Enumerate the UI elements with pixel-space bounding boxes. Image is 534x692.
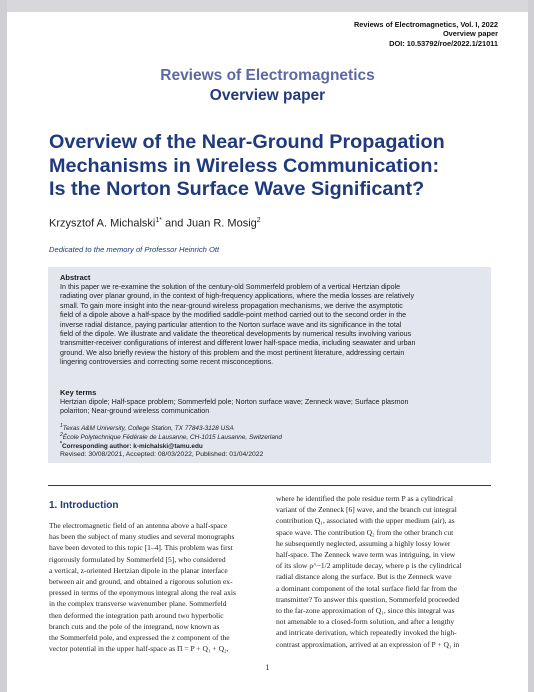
body-line: in the complex transverse wavenumber plane. Sommerfeld	[49, 599, 227, 609]
title-line: Mechanisms in Wireless Communication:	[49, 154, 440, 177]
journal-banner	[7, 66, 528, 106]
abstract-line: transmitter-receiver configurations of interest and different lower half-space media, including seawater and urban	[60, 339, 416, 348]
author-list	[49, 214, 261, 231]
body-line: half-space. The Zenneck wave term was intriguing, in view	[276, 550, 456, 560]
body-line: he subsequently neglected, assuming a highly lossy lower	[276, 538, 451, 548]
body-line: a dominant component of the total surface field far from the	[276, 583, 458, 593]
body-line: radial distance along the surface. But is the Zenneck wave	[276, 572, 452, 582]
author-connector: and	[161, 217, 187, 230]
abstract-line: field of the dipole. We illustrate and validate the theoretical developments by numerical results involving various	[60, 330, 412, 339]
viewer-frame-right	[528, 0, 534, 692]
abstract-line: radiating over planar ground, in the context of high-frequency applications, where the media losses are relatively	[60, 292, 415, 301]
journal-reference: Reviews of Electromagnetics, Vol. I, 2022	[353, 20, 498, 29]
publication-dates: Revised: 30/08/2021, Accepted: 08/03/2022, Published: 01/04/2022	[60, 451, 264, 458]
body-line: vector potential in the upper half-space as Π = P + Q₁ + Q₂,	[49, 644, 229, 654]
abstract-text	[60, 283, 482, 368]
body-column-right	[276, 493, 490, 650]
abstract-line: field of a dipole above a half-space by the modified saddle-point method carried out to the second order in the	[60, 311, 407, 320]
body-line: and intricate derivation, which repeatedly invoked the high-	[276, 628, 457, 638]
abstract-heading: Abstract	[60, 273, 91, 282]
body-line: not amenable to a closed-form solution, and after a lengthy	[276, 617, 455, 627]
body-line: transmitter? To answer this question, Sommerfeld proceeded	[276, 594, 460, 604]
abstract-line: lingering controversies and correcting some recent misconceptions.	[60, 358, 274, 367]
affiliation-mark: *	[60, 441, 62, 447]
affiliation-text: École Polytechnique Fédérale de Lausanne, CH-1015 Lausanne, Switzerland	[62, 434, 282, 442]
page-number: 1	[265, 663, 270, 672]
keywords-line: polariton; Near-ground wireless communication	[60, 407, 210, 416]
dedication: Dedicated to the memory of Professor Heinrich Ott	[49, 245, 220, 254]
body-line: contribution Q₁, associated with the upper medium (air), as	[276, 516, 455, 526]
body-column-left	[49, 520, 264, 654]
body-line: a vertical, z-oriented Hertzian dipole in the planar interface	[49, 565, 228, 575]
author-affiliation-mark: 1*	[155, 217, 162, 224]
body-line: space wave. The contribution Q₂ from the other branch cut	[276, 527, 454, 537]
body-line: where he identified the pole residue term P as a cylindrical	[276, 494, 454, 503]
affiliation-text: Texas A&M University, College Station, TX 77843-3128 USA	[62, 425, 234, 433]
body-line: variant of the Zenneck [6] wave, and the branch cut integral	[276, 505, 457, 515]
corresponding-author	[60, 440, 490, 451]
paper-title	[49, 131, 519, 202]
running-header	[354, 20, 498, 48]
title-line: Overview of the Near-Ground Propagation	[49, 131, 445, 153]
corresponding-author-text: Corresponding author: k-michalski@tamu.edu	[61, 443, 203, 451]
body-line: The electromagnetic field of an antenna above a half-space	[49, 521, 228, 530]
keywords-text	[60, 398, 482, 417]
author-name: Krzysztof A. Michalski	[49, 217, 156, 230]
paper-type-label: Overview paper	[442, 29, 498, 39]
viewer-frame-left	[0, 0, 7, 692]
journal-name: Reviews of Electromagnetics	[160, 67, 375, 84]
viewer-frame-top	[0, 0, 534, 12]
body-line: pressed in terms of the eponymous integral along the real axis	[49, 588, 236, 598]
body-line: branch cuts and the pole of the integrand, now known as	[49, 621, 220, 631]
abstract-line: In this paper we re-examine the solution of the century-old Sommerfeld problem of a vertical Hertzian dipole	[60, 283, 401, 291]
body-line: to the far-zone approximation of Q₁, since this integral was	[276, 606, 455, 616]
paper-page	[7, 12, 528, 692]
body-line: have been devoted to this topic [1–4]. This problem was first	[49, 543, 233, 553]
body-line: has been the subject of many studies and several monographs	[49, 532, 235, 542]
body-line: then deformed the integration path around two hyperbolic	[49, 610, 224, 620]
affiliation-mark: 2	[60, 432, 63, 438]
body-line: rigorously formulated by Sommerfeld [5], who considered	[49, 554, 226, 564]
body-line: between air and ground, and obtained a rigorous solution ex-	[49, 577, 233, 587]
affiliation-mark: 1	[60, 423, 63, 429]
doi: DOI: 10.53792/roe/2022.1/21011	[389, 38, 498, 48]
abstract-line: small. To gain more insight into the near-ground wireless propagation mechanisms, we derive the asymptotic	[60, 301, 403, 310]
title-line: Is the Norton Surface Wave Significant?	[49, 178, 425, 200]
author-name: Juan R. Mosig	[186, 217, 257, 230]
keywords-line: Hertzian dipole; Half-space problem; Sommerfeld pole; Norton surface wave; Zenneck wave; Surface plasmon	[60, 398, 409, 406]
keywords-heading: Key terms	[60, 388, 97, 397]
author-affiliation-mark: 2	[256, 217, 261, 224]
abstract-line: ground. We also briefly review the history of this problem and the most pertinent literature, addressing certain	[60, 348, 405, 357]
body-line: the Sommerfeld pole, and expressed the z component of the	[49, 633, 230, 643]
body-line: contrast approximation, arrived at an expression of P + Q₁ in	[276, 639, 460, 649]
abstract-line: inverse radial distance, paying particular attention to the Norton surface wave and its significance in the total	[60, 320, 402, 329]
journal-section: Overview paper	[209, 87, 326, 104]
section-heading: 1. Introduction	[49, 500, 119, 511]
abstract-box	[48, 267, 491, 463]
body-line: of its slow ρ^−1/2 amplitude decay, where ρ is the cylindrical	[276, 561, 462, 571]
section-divider	[48, 485, 491, 486]
